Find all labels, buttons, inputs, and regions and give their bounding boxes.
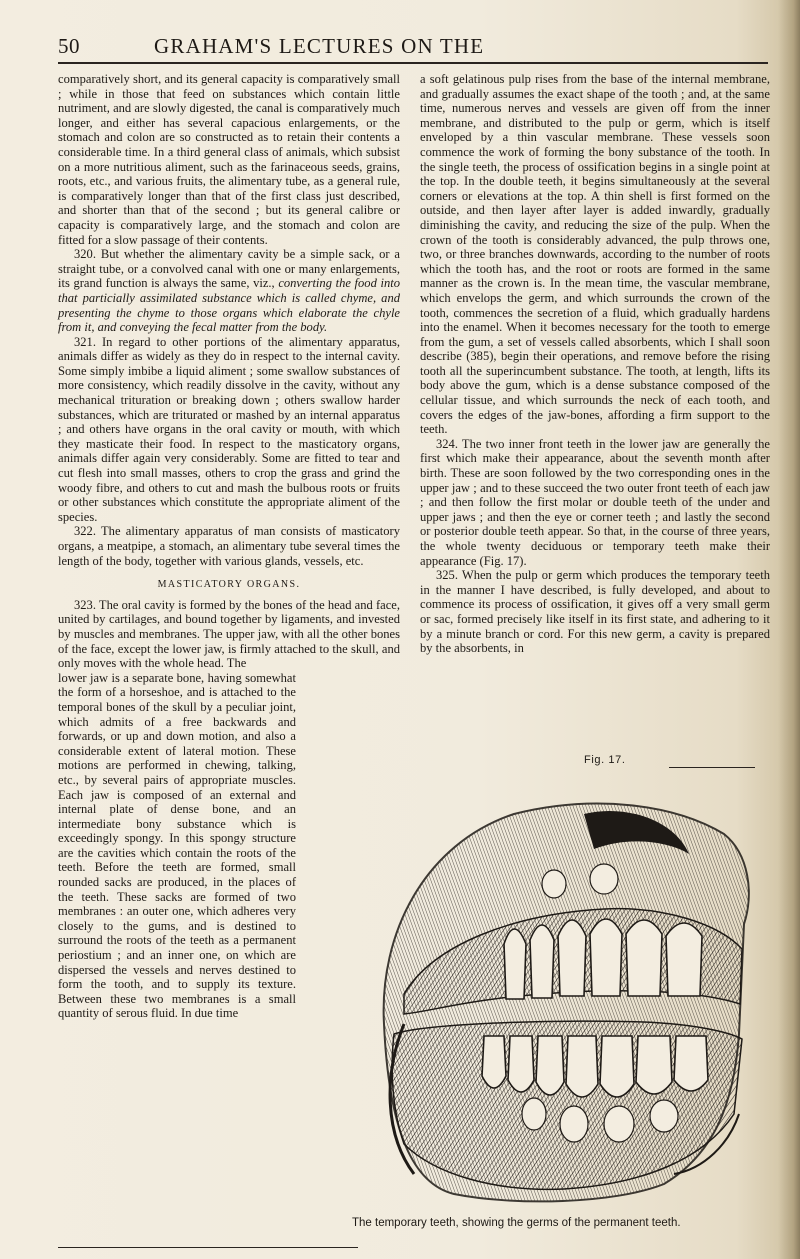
paragraph-321: 321. In regard to other portions of the alimentary apparatus, animals differ as widely as they do in respect to the internal cavity. Some simply imbibe a liquid aliment ; some swallow substances of more consistency, which readily dissolve in the cavity, without any mechanical trituration or breaking down ; others swallow harder substances, which are triturated or mashed by an internal apparatus ; and others have organs in the oral cavity or mouth, with which they masticate their food. In respect to the masticatory organs, animals differ again very considerably. Some are fitted to tear and cut flesh into small masses, others to crop the grass and grind the woody fibre, and others to cut and mash the bulbous roots or fruits or other substances which constitute the appropriate aliment of the species. xyxy=(58,334,400,524)
footer-rule xyxy=(58,1247,358,1248)
figure-caption: The temporary teeth, showing the germs of the permanent teeth. xyxy=(352,1217,681,1229)
paragraph-323-continued: lower jaw is a separate bone, having somewhat the form of a horseshoe, and is attached to the temporal bones of the skull by a peculiar joint, which admits of a free backwards and forwards, or up and down motion, and also a considerable extent of lateral motion. These motions are performed in chewing, talking, etc., by several pairs of appropriate muscles. Each jaw is composed of an external and internal plate of dense bone, and an intermediate bony substance which is exceedingly spongy. In this spongy structure are the cavities which contain the roots of the teeth. Before the teeth are formed, small rounded sacks are produced, in the places of the teeth. These sacks are formed of two membranes : an outer one, which adheres very closely to the gums, and is destined to surround the roots of the teeth as a permanent periostium ; and an inner one, on which are dispersed the vessels and nerves destined to form the tooth, and to supply its texture. Between these two membranes is a small quantity of serous fluid. In due time xyxy=(58,670,296,1021)
running-title: GRAHAM'S LECTURES ON THE xyxy=(154,34,485,58)
figure-17 xyxy=(344,750,774,1240)
paragraph-324: 324. The two inner front teeth in the lower jaw are generally the first which make their appearance, about the seventh month after birth. These are soon followed by the two corresponding ones in the upper jaw ; and to these succeed the two outer front teeth of each jaw ; and then follow the first molar or double teeth of the under and upper jaws ; and then the eye or corner teeth ; and lastly the second or posterior double teeth appear. So that, in the course of three years, the whole twenty deciduous or temporary teeth make their appearance (Fig. 17). xyxy=(420,436,770,568)
right-column xyxy=(420,72,770,656)
paragraph: a soft gelatinous pulp rises from the base of the internal membrane, and gradually assumes the exact shape of the tooth ; and, at the same time, numerous nerves and vessels are given off from the inner membrane, and distributed to the pulp or germ, which is itself enveloped by a thin vascular membrane. These vessels soon commence the work of forming the bony substance of the tooth. In the single teeth, the process of ossification begins in a single point at the top. In the double teeth, it begins simultaneously at the several corners or elevations at the top. A thin shell is first formed on the outside, and then layer after layer is added inwardly, gradually diminishing the cavity, and reducing the size of the pulp. When the crown of the tooth is considerably advanced, the pulp throws one, two, or three branches downwards, according to the number of roots which the tooth has, and the root or roots are formed in the same manner as the crown is. In the mean time, the vascular membrane, which envelops the germ, and which surrounds the crown of the tooth, commences the secretion of a fluid, which gradually hardens into the enamel. When it becomes necessary for the tooth to emerge from the gum, a set of vessels called absorbents, which I shall soon describe (385), begin their operations, and remove before the rising tooth all the superincumbent substance. The tooth, at length, lifts its body above the gum, which is a dense substance composed of the cellular tissue, and which surrounds the neck of each tooth, and covers the edges of the jaw-bones, affording a firm support to the teeth. xyxy=(420,72,770,437)
paragraph: comparatively short, and its general capacity is comparatively small ; while in those that feed on substances which contain little nutriment, and are slowly digested, the canal is comparatively much longer, and either has several capacious enlargements, or the stomach and colon are so constructed as to retain their contents a considerable time. In a third general class of animals, which subsist on a more nutritious aliment, such as the farinaceous seeds, grains, roots, etc., and various fruits, the alimentary tube, as a general rule, is comparatively longer than that of the first class just described, and shorter than that of the second ; but its general calibre or capacity is comparatively large, and the stomach and colon are fitted for a slow passage of their contents. xyxy=(58,72,400,247)
paragraph-322: 322. The alimentary apparatus of man consists of masticatory organs, a meatpipe, a stomach, an alimentary tube several times the length of the body, together with various glands, vessels, etc. xyxy=(58,524,400,568)
paragraph-325: 325. When the pulp or germ which produces the temporary teeth in the manner I have described, is fully developed, and about to commence its process of ossification, it gives off a very small germ or sac, formed precisely like itself in its first state, and adhering to it by a minute branch or cord. For this new germ, a cavity is prepared by the absorbents, in xyxy=(420,568,770,656)
temporary-teeth-illustration xyxy=(344,774,774,1214)
page-header xyxy=(58,30,768,64)
figure-label: Fig. 17. xyxy=(584,754,626,766)
figure-rule xyxy=(669,767,755,768)
paragraph-320-text: 320. But whether the alimentary cavity be a simple sack, or a straight tube, or a convolved canal with one or many enlargements, its grand function is always the same, viz., xyxy=(58,247,400,291)
page-edge-shadow xyxy=(778,0,800,1259)
upper-teeth xyxy=(504,919,702,999)
header-rule xyxy=(58,62,768,64)
paragraph-320 xyxy=(58,247,400,335)
paragraph-320-italic: converting the food into that particially assimilated substance which is called chyme, and presenting the chyme to those organs which elaborate the chyle from it, and conveying the fecal matter from the body. xyxy=(58,276,401,335)
section-heading: MASTICATORY ORGANS. xyxy=(157,579,301,591)
page-number: 50 xyxy=(58,34,80,58)
paragraph-323: 323. The oral cavity is formed by the bones of the head and face, united by cartilages, and bound together by ligaments, and invested by muscles and membranes. The upper jaw, with all the other bones of the face, except the lower jaw, is firmly attached to the skull, and only moves with the whole head. The xyxy=(58,597,400,671)
